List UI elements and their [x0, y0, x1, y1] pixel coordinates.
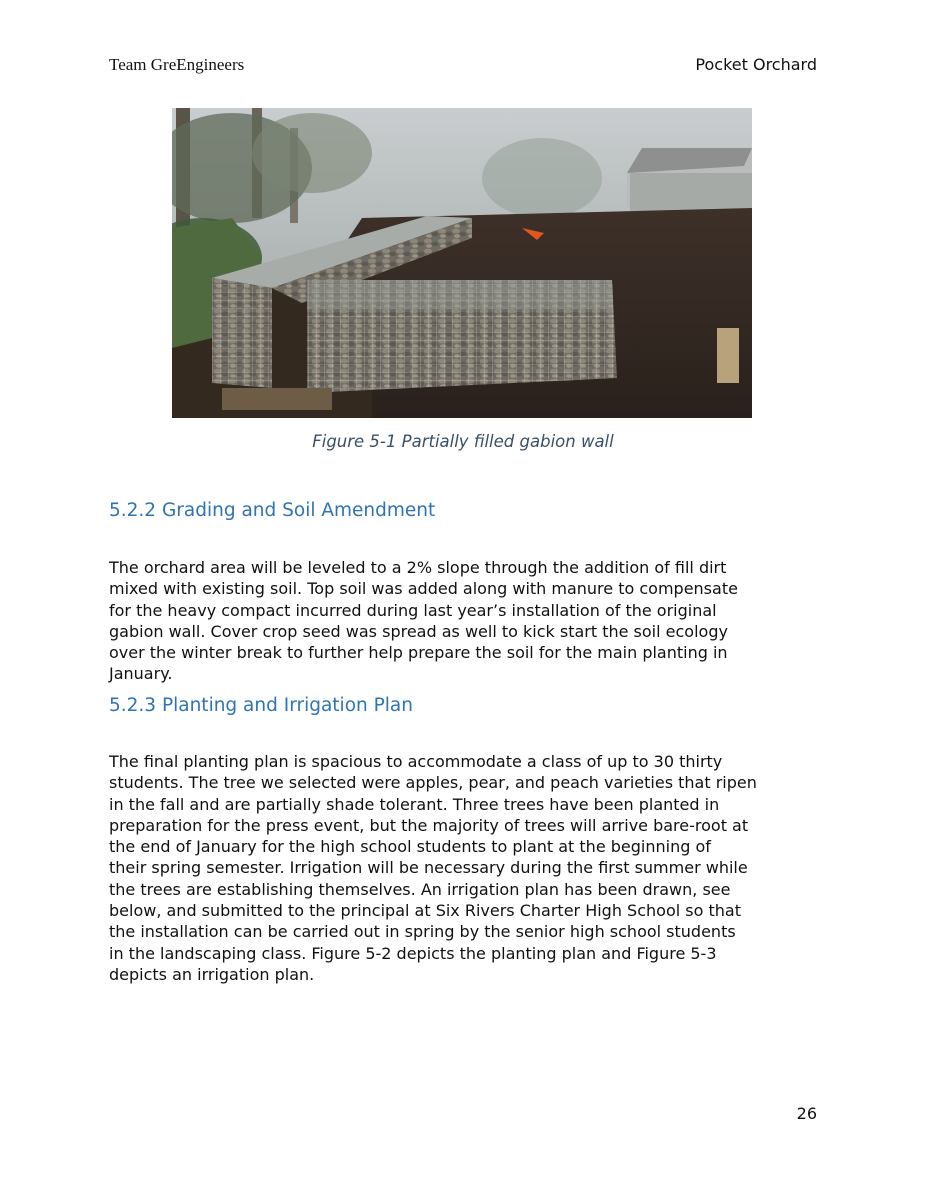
section-paragraph-planting	[109, 751, 821, 985]
paragraph-line: The final planting plan is spacious to accommodate a class of up to 30 thirty	[109, 752, 723, 771]
paragraph-line: The orchard area will be leveled to a 2% slope through the addition of fill dirt	[109, 558, 727, 577]
page-number: 26	[796, 1104, 817, 1123]
paragraph-line: gabion wall. Cover crop seed was spread as well to kick start the soil ecology	[109, 621, 728, 641]
paragraph-line: January.	[109, 664, 173, 684]
header-team-name: Team GreEngineers	[109, 55, 245, 74]
paragraph-line: the end of January for the high school students to plant at the beginning of	[109, 837, 711, 857]
figure-caption: Figure 5-1 Partially filled gabion wall	[312, 432, 614, 451]
paragraph-line: preparation for the press event, but the majority of trees will arrive bare-root at	[109, 815, 749, 835]
paragraph-line: in the fall and are partially shade tolerant. Three trees have been planted in	[109, 794, 720, 814]
paragraph-line: students. The tree we selected were apples, pear, and peach varieties that ripen	[109, 773, 757, 793]
header-project-name: Pocket Orchard	[695, 55, 817, 74]
gabion-wall-photo	[172, 108, 752, 418]
section-paragraph-grading	[109, 557, 821, 685]
paragraph-line: for the heavy compact incurred during last year’s installation of the original	[109, 600, 717, 620]
paragraph-line: the trees are establishing themselves. An irrigation plan has been drawn, see	[109, 879, 731, 899]
paragraph-line: mixed with existing soil. Top soil was added along with manure to compensate	[109, 579, 738, 599]
paragraph-line: below, and submitted to the principal at Six Rivers Charter High School so that	[109, 901, 741, 921]
section-heading-grading: 5.2.2 Grading and Soil Amendment	[109, 500, 436, 521]
section-heading-planting: 5.2.3 Planting and Irrigation Plan	[109, 695, 413, 716]
paragraph-line: over the winter break to further help prepare the soil for the main planting in	[109, 643, 728, 663]
paragraph-line: their spring semester. Irrigation will be necessary during the first summer while	[109, 858, 748, 878]
paragraph-line: in the landscaping class. Figure 5-2 depicts the planting plan and Figure 5-3	[109, 943, 717, 963]
paragraph-line: depicts an irrigation plan.	[109, 964, 315, 984]
paragraph-line: the installation can be carried out in spring by the senior high school students	[109, 922, 736, 942]
